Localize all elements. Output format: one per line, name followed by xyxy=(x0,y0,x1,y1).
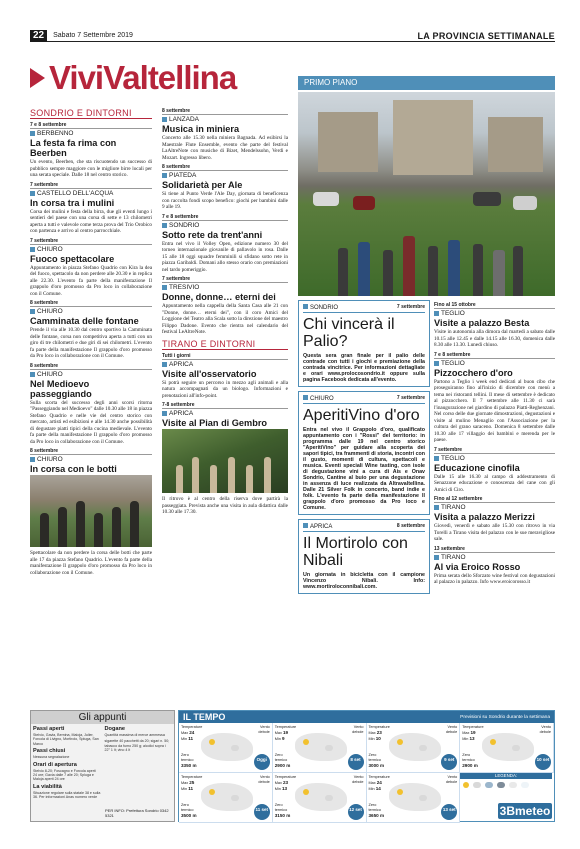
article-title: Sotto rete da trent'anni xyxy=(162,229,263,240)
article-place: TEGLIO xyxy=(434,453,555,462)
article-place: APRICA xyxy=(162,408,288,417)
article-date: 8 settembre xyxy=(30,448,59,454)
freezing-level: Zero termico 3000 m xyxy=(368,753,385,768)
region-map xyxy=(201,733,253,761)
article-title: In corsa tra i mulini xyxy=(30,197,115,208)
appunti-entry-text: Nessuna segnalazione xyxy=(33,755,70,760)
weather-day: Temperature Max 23 Min 13 Vento debole Zero termico 3150 m 12 set xyxy=(273,773,367,823)
article-date: 7 settembre xyxy=(434,446,463,453)
article-body: Appuntamento in piazza Stefano Quadrio con Kira la dea del fuoco, spettacolo da non perdere alle 20.30 e in replica alle 22.30. L'evento fa parte della manifestazione Il grappolo d'oro promosso da Pro loco in collaborazione con il Comune. xyxy=(30,264,152,297)
article-body: Concerto alle 15.30 nella miniera Bagnada. Ad esibirsi la Maestrale Flute Ensemble, evento che parte del festival LaAltreNote con musiche di Bizet, Mendelssohn, Verdi e Mozart. Ingresso libero. xyxy=(162,135,288,161)
article-date: 7 settembre xyxy=(162,276,191,282)
article xyxy=(434,496,555,543)
square-icon xyxy=(162,411,167,416)
square-icon xyxy=(30,247,35,252)
freezing-level: Zero termico 3500 m xyxy=(181,803,197,818)
sun-icon xyxy=(303,789,309,795)
day-badge: 8 set xyxy=(348,754,364,770)
cloud-icon xyxy=(325,795,333,801)
box-body: Un giornata in bicicletta con il campione Vincenzo Nibali. Info: www.mortiroloconnibali.com. xyxy=(303,572,425,590)
box-place: APRICA xyxy=(303,523,332,530)
sun-icon xyxy=(397,739,403,745)
section-heading-tirano: TIRANO E DINTORNI xyxy=(162,339,288,350)
region-map xyxy=(482,733,534,761)
cloud-icon xyxy=(473,782,481,788)
appunti-entry-text: sigarette 40 pacchetti da 20; sigari n. 50; tabacco da fumo 250 g; alcolici sopra i 22° 1 lt; vino 4 lt xyxy=(104,739,170,753)
article-body: Giovedì, venerdì e sabato alle 15.30 con ritrovo in via Torelli a Tirano visita del palazzo con le sue meravigliose sale. xyxy=(434,523,555,542)
sun-icon xyxy=(397,789,403,795)
appunti-entry xyxy=(33,726,101,746)
article-place: TEGLIO xyxy=(434,358,555,367)
freezing-level: Zero termico 3350 m xyxy=(181,753,197,768)
square-icon xyxy=(30,372,35,377)
primo-piano-tab: PRIMO PIANO xyxy=(298,76,555,90)
appunti-entry xyxy=(105,739,173,752)
cloud-icon xyxy=(419,745,427,751)
freezing-level: Zero termico 3650 m xyxy=(368,803,385,818)
article-place: CASTELLO DELL'ACQUA xyxy=(30,188,152,197)
article xyxy=(30,300,152,360)
article xyxy=(434,352,555,444)
article-date: 7 e 8 settembre xyxy=(162,213,199,220)
section-heading: SONDRIO E DINTORNI xyxy=(30,108,152,119)
article-date: Fino al 15 ottobre xyxy=(434,302,476,308)
day-badge: Oggi xyxy=(254,754,270,770)
legend-title: LEGENDA: xyxy=(460,773,552,779)
fog-icon xyxy=(509,782,517,788)
box-body: Entra nel vivo il Grappolo d'oro, qualificato appuntamento con i "Rossi" del territorio: in programma dalle 19 nel centro storico "AperitiVino" per guidare alla scoperta dei sapori tipici, tra frammenti di storia, incontri con il gusto, momenti di cultura, spettacoli e musica. Eventi speciali Wine tasting, con isole di degustazione vini a cura di Ais e Onav Sondrio, Cantine al buio per una degustazione in assenza di luce realizzata da AltravalteIlina. Dalle 21 Silver Folk in concerto, band indie e folk. L'evento fa parte della manifestazione Il grappolo d'oro promosso da Pro loco e Comune. xyxy=(303,427,425,511)
photo-botti xyxy=(30,475,152,547)
article-body: Prende il via alle 10.30 dal centro sportivo la Camminata delle fontane, corsa non competitiva aperta a tutti con un giro di tre chilometri e due giri di sei chilometri. L'evento fa parte della manifestazione Il grappolo d'oro promosso da Pro loco in collaborazione con il Comune. xyxy=(30,327,152,359)
article-place: CHIURO xyxy=(30,244,152,253)
appunti-left xyxy=(31,724,103,804)
article xyxy=(434,302,555,349)
article-body: Corsa dei mulini e festa della birra, due gli eventi lungo i sentieri del paese con una corsa di sette e 13 chilometri aperta a tutti e valevole come terza prova del Trio Orobico con partenza e arrivo al centro parrocchiale. xyxy=(30,208,152,234)
cloud-icon xyxy=(512,745,520,751)
article-body: Un evento, Beerben, che sta riscuotendo un successo di pubblico sempre maggiore con le migliore birre locali per una serata speciale. Dalle 18 nel centro storico. xyxy=(30,159,152,178)
article-body: Il ritrovo è al centro della riserva dove partirà la passeggiata. Prevista anche una visita in aula didattica dalle 10.30 alle 17.30. xyxy=(162,496,288,515)
square-icon xyxy=(162,117,167,122)
weather-day: Temperature Max 19 Min 13 Vento debole Zero termico 2900 m 10 set xyxy=(460,723,554,773)
article xyxy=(162,276,288,336)
freezing-level: Zero termico 3150 m xyxy=(274,803,291,818)
appunti-entry-text: Situazione regolare sulla statale 38 e sulla 36. Per informazioni Anas numero verde xyxy=(33,790,101,800)
article xyxy=(30,448,152,576)
page-number: 22 xyxy=(30,30,47,42)
square-icon xyxy=(162,173,167,178)
article-title: Pizzocchero d'oro xyxy=(434,367,513,378)
cloud-icon xyxy=(231,795,239,801)
column-sondrio xyxy=(30,108,152,579)
appunti-entry-head: Orari di apertura xyxy=(33,761,77,768)
square-icon xyxy=(303,395,308,400)
sun-icon xyxy=(303,739,309,745)
article-body: Visite in autonomia alla dimora dal martedì a sabato dalle 10.15 alle 12.45 e dalle 14.15 alle 16.30, domenica dalle 8.30 alle 13.30. Lunedì chiuso. xyxy=(434,329,555,348)
appunti-entry-head: Passi aperti xyxy=(33,726,65,732)
article-date: 7 settembre xyxy=(30,237,59,244)
article xyxy=(162,214,288,274)
square-icon xyxy=(162,362,167,367)
weather-day: Temperature Max 25 Min 11 Vento debole Zero termico 3500 m 11 set xyxy=(179,773,273,823)
box-date: 8 settembre xyxy=(396,523,425,529)
article-place: CHIURO xyxy=(30,369,152,378)
appunti-entry-head: Dogane xyxy=(104,726,126,732)
article-title: Donne, donne… eterni dei xyxy=(162,292,276,302)
square-icon xyxy=(434,505,439,510)
article-title: Fuoco spettacolare xyxy=(30,253,115,264)
article-body: Sulla scorta del successo degli anni scorsi ritorna "Passeggiando nel Medioevo" dalle 10.30 alle 18 in piazza Stefano Quadrio e nelle vie del centro storico con mercato, artisti ed esibizioni e alle 14.30 anche possibilità di degustare piatti tipici della cucina medievale. L'evento fa parte della manifestazione Il grappolo d'oro promosso da Pro loco in collaborazione con il Comune. xyxy=(30,399,152,445)
article xyxy=(30,122,152,179)
square-icon xyxy=(303,523,308,528)
day-badge: 9 set xyxy=(441,754,457,770)
article-title: La festa fa rima con Beerben xyxy=(30,138,117,158)
article-date: 8 settembre xyxy=(30,300,59,306)
appunti-entry xyxy=(33,748,101,759)
article-date: 13 settembre xyxy=(434,545,465,552)
article-place: TRESIVIO xyxy=(162,282,288,291)
article xyxy=(30,238,152,298)
article-title: In corsa con le botti xyxy=(30,464,117,474)
article-place: LANZADA xyxy=(162,114,288,123)
article xyxy=(162,353,288,400)
photo-pian-di-gembro xyxy=(162,429,288,493)
article-date: 7-8 settembre xyxy=(162,402,195,408)
article-body: Partono a Teglio i week end dedicati al buon cibo che proseguiranno fino all'inizio di dicembre con menù a tema nei ristoranti tellini. Il mese di settembre è dedicato al pizzocchero. Il 7 settembre alle 11.30 ci sarà l'inaugurazione nel giardino di palazzo Piatti-Reghenzani. Nel corso delle due giornate dimostrazioni, degustazioni e visite al mulino Menaglio con l'Associazione per la cultura del grano saraceno. Domenica 8 settembre dalle 10.30 alle 17 villaggio dei bambini e merenda per le paese. xyxy=(434,378,555,443)
day-badge: 13 set xyxy=(441,804,457,820)
cloud-icon xyxy=(325,745,333,751)
weather-day: Temperature Max 23 Min 10 Vento debole Zero termico 3000 m 9 set xyxy=(367,723,461,773)
article-body: Si potrà seguire un percorso in mezzo agli animali e alla natura accompagnati da un biologo. Informazioni e prenotazioni all'info-point. xyxy=(162,379,288,399)
issue-date: Sabato 7 Settembre 2019 xyxy=(53,32,133,39)
featured-box xyxy=(298,300,430,387)
square-icon xyxy=(30,457,35,462)
featured-box xyxy=(298,391,430,515)
appunti-box xyxy=(30,710,175,822)
day-badge: 10 set xyxy=(535,754,551,770)
article-title: Visite all'osservatorio xyxy=(162,368,257,379)
appunti-entry-head: Passi chiusi xyxy=(33,748,66,755)
article-place: CHIURO xyxy=(30,454,152,463)
square-icon xyxy=(30,309,35,314)
appunti-entry-head: La viabilità xyxy=(33,783,62,790)
freezing-level: Zero termico 2900 m xyxy=(274,753,291,768)
article xyxy=(434,546,555,586)
box-date: 7 settembre xyxy=(396,304,425,310)
column-teglio-tirano xyxy=(434,302,555,589)
article-place: PIATEDA xyxy=(162,170,288,179)
weather-day: Temperature Max 24 Min 11 Vento debole Zero termico 3350 m Oggi xyxy=(179,723,273,773)
article-date: Tutti i giorni xyxy=(162,352,191,359)
square-icon xyxy=(434,456,439,461)
day-badge: 11 set xyxy=(254,804,270,820)
box-title: Il Mortirolo con Nibali xyxy=(303,535,408,569)
3bmeteo-logo: 3Bmeteo xyxy=(499,804,551,818)
appunti-entry-text: Stelvio, Gavia, Bernina, Maloja, Julier, Forcola di Livigno, Mortirolo, Spluga, San Marco xyxy=(33,733,99,746)
column-middle xyxy=(162,108,288,519)
region-map xyxy=(389,733,441,761)
box-title: Chi vincerà il Palio? xyxy=(303,316,395,350)
page-header xyxy=(30,30,555,42)
square-icon xyxy=(30,131,35,136)
appunti-entry-text: Stelvio 8-20; Foscagno e Forcola aperti 24 ore; Gavia dalle 7 alle 20; Spluga e Maloja aperti 24 ore xyxy=(33,768,96,782)
article-date: 7 settembre xyxy=(30,181,59,188)
masthead-title: ViviValtellina xyxy=(49,59,237,96)
cloud-icon xyxy=(419,795,427,801)
box-place: SONDRIO xyxy=(303,304,338,311)
box-date: 7 settembre xyxy=(396,395,425,401)
column-boxes xyxy=(298,300,430,598)
article-place: TIRANO xyxy=(434,552,555,561)
appunti-right xyxy=(103,724,175,804)
article xyxy=(30,363,152,446)
region-map xyxy=(201,783,253,811)
article-title: Visite al Pian di Gembro xyxy=(162,418,268,428)
article-date: 8 settembre xyxy=(162,164,191,170)
article-body: Si tiene al Punto Verde l'Ale Day, giornata di beneficenza con raccolta fondi scopo benefico: giochi per bambini dalle 9 alle 19. xyxy=(162,191,288,210)
article-place: TEGLIO xyxy=(434,308,555,317)
article-title: Nel Medioevo passeggiando xyxy=(30,378,92,399)
cloud-icon xyxy=(231,745,239,751)
square-icon xyxy=(162,285,167,290)
appunti-entry xyxy=(33,784,101,800)
article-title: Musica in miniera xyxy=(162,124,240,134)
box-title: AperitiVino d'oro xyxy=(303,407,420,424)
square-icon xyxy=(434,311,439,316)
appunti-entry xyxy=(105,726,173,737)
article xyxy=(162,402,288,516)
triangle-icon xyxy=(30,68,45,88)
day-badge: 12 set xyxy=(348,804,364,820)
article xyxy=(162,164,288,211)
article-place: TIRANO xyxy=(434,502,555,511)
article-body: Appuntamento nella cappella della Santa Casa alle 21 con "Donne, donne… eterni dei", con il coro Amici del Loggione del Teatro alla Scala sotto la direzione del maestro Filippo Dadone. Evento che rientra nel calendario del festival LeAltreNote. xyxy=(162,303,288,335)
article-title: Al via Eroico Rosso xyxy=(434,561,521,572)
article-date: 8 settembre xyxy=(30,362,59,369)
weather-day: Temperature Max 24 Min 14 Vento debole Zero termico 3650 m 13 set xyxy=(367,773,461,823)
square-icon xyxy=(30,191,35,196)
square-icon xyxy=(434,361,439,366)
square-icon xyxy=(434,555,439,560)
freezing-level: Zero termico 2900 m xyxy=(462,753,478,768)
square-icon xyxy=(162,223,167,228)
article-body: Dalle 15 alle 16.30 al campo di addestramento di Senazzone educazione e conoscenza del cane con gli Amici di Ciro. xyxy=(434,473,555,493)
appunti-footer: PER INFO: Prefettura Sondrio 0342 5321 xyxy=(105,808,169,818)
article-date: 7 e 8 settembre xyxy=(434,351,471,358)
weather-box xyxy=(178,710,555,822)
appunti-entry-text: Quantità massima di merce ammessa xyxy=(104,733,165,737)
article-title: Camminata delle fontane xyxy=(30,316,139,326)
sun-icon xyxy=(463,782,469,788)
box-body: Questa sera gran finale per il palio delle contrade con tutti i giochi e premiazione della contrada vincitrice. Per informazioni dettagliate e orari www.prolocosondrio.it oppure sulla pagina Facebook dedicata all'evento. xyxy=(303,353,425,383)
sun-icon xyxy=(209,789,215,795)
square-icon xyxy=(303,304,308,309)
article xyxy=(30,182,152,235)
article-place: CHIURO xyxy=(30,306,152,315)
appunti-entry xyxy=(33,762,101,782)
article-title: Visite a palazzo Besta xyxy=(434,318,530,328)
article-place: BERBENNO xyxy=(30,128,152,137)
snow-icon xyxy=(521,782,529,788)
article-title: Solidarietà per Ale xyxy=(162,180,243,190)
article-body: Entra nel vivo il Volley Open, edizione numero 30 del torneo internazionale giovanile di pallavolo in rosa. Dalle 15 alle 18 oggi squadre femminili si sfidano sotto rete in piazza Garibaldi. Domani allo stesso orario con premiazioni nel tardo pomeriggio. xyxy=(162,240,288,273)
section-masthead xyxy=(30,59,237,96)
appunti-title: Gli appunti xyxy=(31,711,174,724)
sun-icon xyxy=(209,739,215,745)
region-map xyxy=(295,783,347,811)
rain-icon xyxy=(485,782,493,788)
weather-title: IL TEMPO xyxy=(183,712,226,722)
article xyxy=(434,447,555,494)
storm-icon xyxy=(497,782,505,788)
article-body: Prima serata dello Sforzato wine festival con degustazioni al palazzo in palazzo. Info www.eroicorosso.it xyxy=(434,572,555,585)
article-date: 8 settembre xyxy=(162,108,191,114)
box-place: CHIURO xyxy=(303,395,334,402)
article-body: Spettacolare da non perdere la corsa delle botti che parte alle 17 da piazza Stefano Quadrio. L'evento fa parte della manifestazione Il grappolo d'oro promosso da Pro loco in collaborazione con il Comune. xyxy=(30,550,152,576)
region-map xyxy=(389,783,441,811)
article-date: 7 e 8 settembre xyxy=(30,122,67,128)
article-place: SONDRIO xyxy=(162,220,288,229)
weather-day: Temperature Max 19 Min 9 Vento debole Zero termico 2900 m 8 set xyxy=(273,723,367,773)
article-title: Visita a palazzo Merizzi xyxy=(434,512,535,522)
article xyxy=(162,108,288,161)
region-map xyxy=(295,733,347,761)
article-place: APRICA xyxy=(162,359,288,368)
main-photo xyxy=(298,92,555,296)
newspaper-name: LA PROVINCIA SETTIMANALE xyxy=(417,30,555,41)
weather-subtitle: Previsioni su Sondrio durante la settimana xyxy=(460,714,550,720)
article-date: Fino al 12 settembre xyxy=(434,496,483,502)
featured-box xyxy=(298,519,430,594)
article-title: Educazione cinofila xyxy=(434,462,520,473)
